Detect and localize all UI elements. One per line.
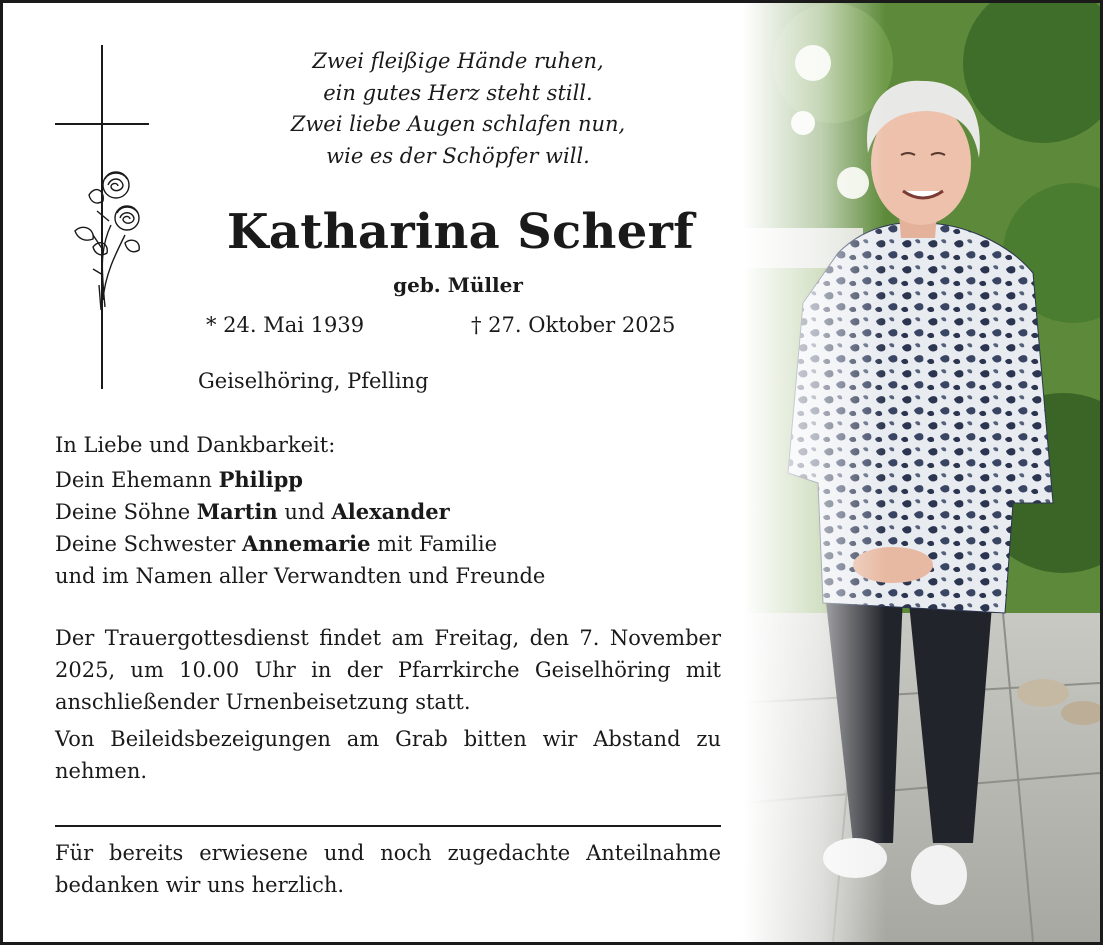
death-date: † 27. Oktober 2025 bbox=[471, 313, 676, 337]
relation-label: Deine Söhne bbox=[55, 500, 197, 524]
poem-line: Zwei fleißige Hände ruhen, bbox=[312, 49, 604, 73]
mourner-name: Alexander bbox=[331, 499, 450, 524]
service-info bbox=[55, 622, 721, 787]
mourner-sons bbox=[55, 496, 725, 528]
mourners-list bbox=[55, 429, 725, 592]
mourner-name: Philipp bbox=[218, 467, 303, 492]
poem-line: ein gutes Herz steht still. bbox=[323, 80, 593, 105]
mourners-intro: In Liebe und Dankbarkeit: bbox=[55, 433, 336, 457]
maiden-name: geb. Müller bbox=[393, 273, 523, 297]
mourners-others: und im Namen aller Verwandten und Freunde bbox=[55, 564, 546, 588]
portrait-photo bbox=[743, 3, 1100, 942]
birth-date: * 24. Mai 1939 bbox=[206, 313, 365, 337]
condolence-note: Von Beileidsbezeigungen am Grab bitten wir Abstand zu nehmen. bbox=[55, 727, 721, 783]
relation-label: Dein Ehemann bbox=[55, 468, 219, 492]
relation-suffix: mit Familie bbox=[370, 532, 498, 556]
thanks-text: Für bereits erwiesene und noch zugedachte Anteilnahme bedanken wir uns herzlich. bbox=[55, 841, 721, 897]
joiner-text: und bbox=[277, 500, 332, 524]
cross-icon bbox=[53, 45, 153, 391]
mourner-name: Annemarie bbox=[242, 531, 371, 556]
rose-icon bbox=[75, 172, 139, 310]
mourner-name: Martin bbox=[196, 499, 278, 524]
service-details: Der Trauergottesdienst findet am Freitag, den 7. November 2025, um 10.00 Uhr in der Pfarrkirche Geiselhöring mit anschließender Urnenbeisetzung statt. bbox=[55, 626, 721, 714]
mourner-husband bbox=[55, 464, 725, 496]
text-column bbox=[3, 3, 763, 942]
deceased-name: Katharina Scherf bbox=[226, 204, 695, 260]
divider bbox=[55, 825, 721, 827]
relation-label: Deine Schwester bbox=[55, 532, 243, 556]
mourner-sister bbox=[55, 528, 725, 560]
poem-line: wie es der Schöpfer will. bbox=[326, 143, 590, 168]
poem-line: Zwei liebe Augen schlafen nun, bbox=[290, 112, 626, 136]
memorial-poem bbox=[203, 46, 713, 172]
hometown: Geiselhöring, Pfelling bbox=[198, 369, 429, 393]
